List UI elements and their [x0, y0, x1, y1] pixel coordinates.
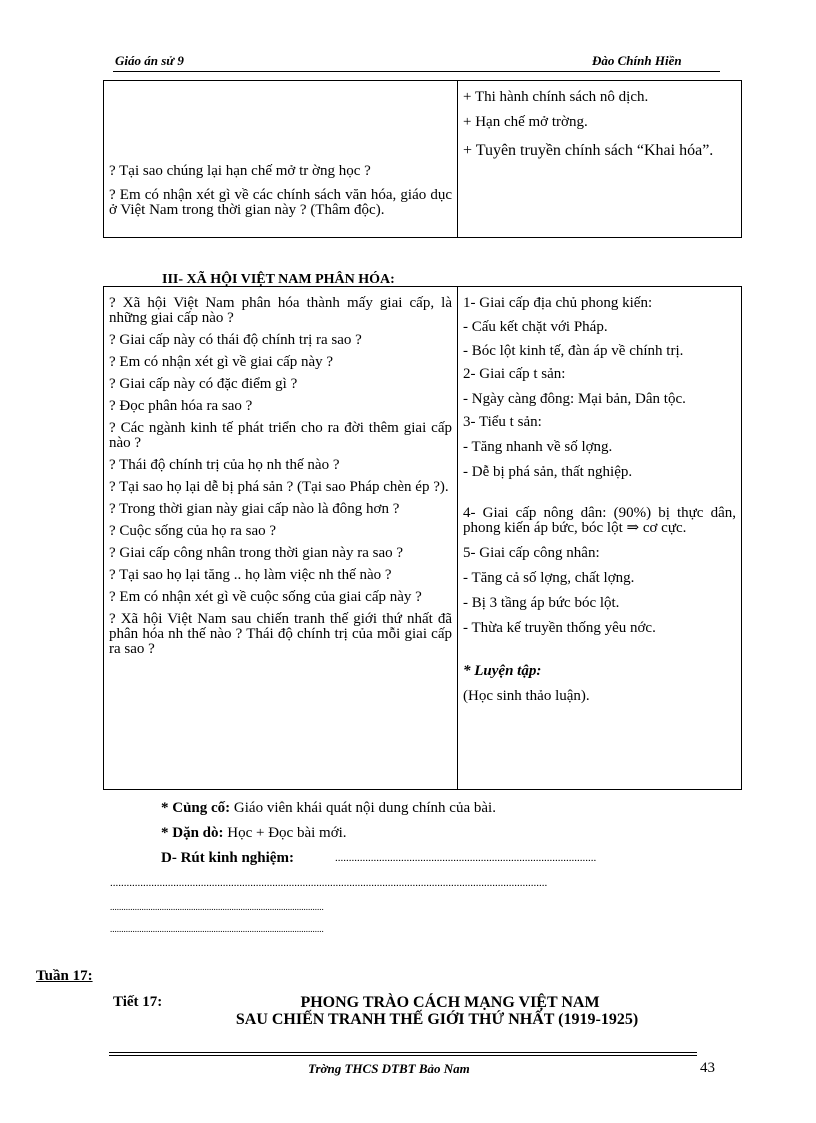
question: ? Các ngành kinh tế phát triển cho ra đời thêm giai cấp nào ? — [109, 420, 452, 451]
practice-label: * Luyện tập: — [463, 663, 542, 679]
answer: - Tăng cả số lợng, chất lợng. — [463, 570, 635, 586]
answer: + Thi hành chính sách nô dịch. — [463, 89, 649, 105]
table-1-right-cell — [458, 81, 742, 238]
dando-label: * Dặn dò: — [161, 825, 224, 841]
question: ? Em có nhận xét gì về các chính sách văn hóa, giáo dục ở Việt Nam trong thời gian này ? (Thâm độc). — [109, 187, 452, 218]
answer: 4- Giai cấp nông dân: (90%) bị thực dân, phong kiến áp bức, bóc lột ⇒ cơ cực. — [463, 505, 736, 536]
question: ? Em có nhận xét gì về cuộc sống của giai cấp này ? — [109, 589, 422, 605]
answer: - Dễ bị phá sản, thất nghiệp. — [463, 464, 633, 480]
answer-heading: 1- Giai cấp địa chủ phong kiến: — [463, 295, 653, 311]
question: ? Giai cấp này có đặc điểm gì ? — [109, 376, 298, 392]
answer-khai-hoa: + Tuyên truyền chính sách “Khai hóa”. — [463, 142, 714, 159]
dotted-line: ............................................................................................... — [335, 852, 597, 864]
answer-heading: 5- Giai cấp công nhân: — [463, 545, 600, 561]
table-1 — [103, 80, 742, 238]
practice-note: (Học sinh thảo luận). — [463, 688, 590, 704]
lesson-title-2: SAU CHIẾN TRANH THẾ GIỚI THỨ NHẤT (1919-1925) — [235, 1011, 639, 1028]
question: ? Đọc phân hóa ra sao ? — [109, 398, 253, 414]
answer: - Cấu kết chặt với Pháp. — [463, 319, 608, 335]
footer-rule — [109, 1052, 697, 1053]
question: ? Em có nhận xét gì về giai cấp này ? — [109, 354, 334, 370]
answer: - Ngày càng đông: Mại bản, Dân tộc. — [463, 391, 686, 407]
week-label: Tuần 17: — [36, 968, 93, 984]
table-1-left-cell — [104, 81, 458, 238]
section-title: III- XÃ HỘI VIỆT NAM PHÂN HÓA: — [162, 272, 395, 287]
cungco-text: Giáo viên khái quát nội dung chính của bài. — [230, 800, 496, 816]
dotted-line: ............................................................................................... — [110, 902, 324, 912]
dotted-line: ............................................................................................... — [110, 924, 324, 934]
question: ? Trong thời gian này giai cấp nào là đông hơn ? — [109, 501, 400, 517]
cungco-line — [161, 800, 496, 817]
question: ? Cuộc sống của họ ra sao ? — [109, 523, 277, 539]
question: ? Giai cấp công nhân trong thời gian này ra sao ? — [109, 545, 404, 561]
header-rule — [113, 71, 720, 72]
page-number: 43 — [700, 1060, 715, 1076]
lesson-label: Tiết 17: — [113, 994, 163, 1010]
lesson-title-1: PHONG TRÀO CÁCH MẠNG VIỆT NAM — [300, 994, 600, 1011]
rut-kinh-nghiem-line — [161, 850, 294, 867]
question: ? Tại sao họ lại tăng .. họ làm việc nh thế nào ? — [109, 567, 392, 583]
answer: - Bóc lột kinh tế, đàn áp về chính trị. — [463, 343, 684, 359]
footer-rule — [109, 1055, 697, 1056]
header-right: Đào Chính Hiền — [592, 53, 682, 68]
question: ? Xã hội Việt Nam sau chiến tranh thế giới thứ nhất đã phân hóa nh thế nào ? Thái độ chính trị của mỗi giai cấp ra sao ? — [109, 611, 452, 657]
answer: - Tăng nhanh về số lợng. — [463, 439, 613, 455]
table-2 — [103, 286, 742, 790]
answer: - Bị 3 tầng áp bức bóc lột. — [463, 595, 620, 611]
dotted-line: ............................................................................................................................................................... — [110, 877, 548, 889]
header-left: Giáo án sử 9 — [115, 53, 184, 68]
question: ? Tại sao chúng lại hạn chế mở tr ờng học ? — [109, 163, 371, 179]
question: ? Giai cấp này có thái độ chính trị ra sao ? — [109, 332, 362, 348]
answer: - Thừa kế truyền thống yêu nớc. — [463, 620, 656, 636]
question: ? Thái độ chính trị của họ nh thế nào ? — [109, 457, 340, 473]
dando-text: Học + Đọc bài mới. — [223, 825, 347, 841]
rut-label: D- Rút kinh nghiệm: — [161, 850, 294, 866]
answer-heading: 3- Tiểu t sản: — [463, 414, 542, 430]
footer-school: Trờng THCS DTBT Bảo Nam — [308, 1061, 470, 1076]
table-2-left-cell — [104, 287, 458, 790]
question: ? Xã hội Việt Nam phân hóa thành mấy giai cấp, là những giai cấp nào ? — [109, 295, 452, 326]
answer: + Hạn chế mở trờng. — [463, 114, 588, 130]
dando-line — [161, 825, 347, 842]
question: ? Tại sao họ lại dễ bị phá sản ? (Tại sao Pháp chèn ép ?). — [109, 479, 449, 495]
table-2-right-cell — [458, 287, 742, 790]
cungco-label: * Củng cố: — [161, 800, 231, 816]
answer-heading: 2- Giai cấp t sản: — [463, 366, 566, 382]
